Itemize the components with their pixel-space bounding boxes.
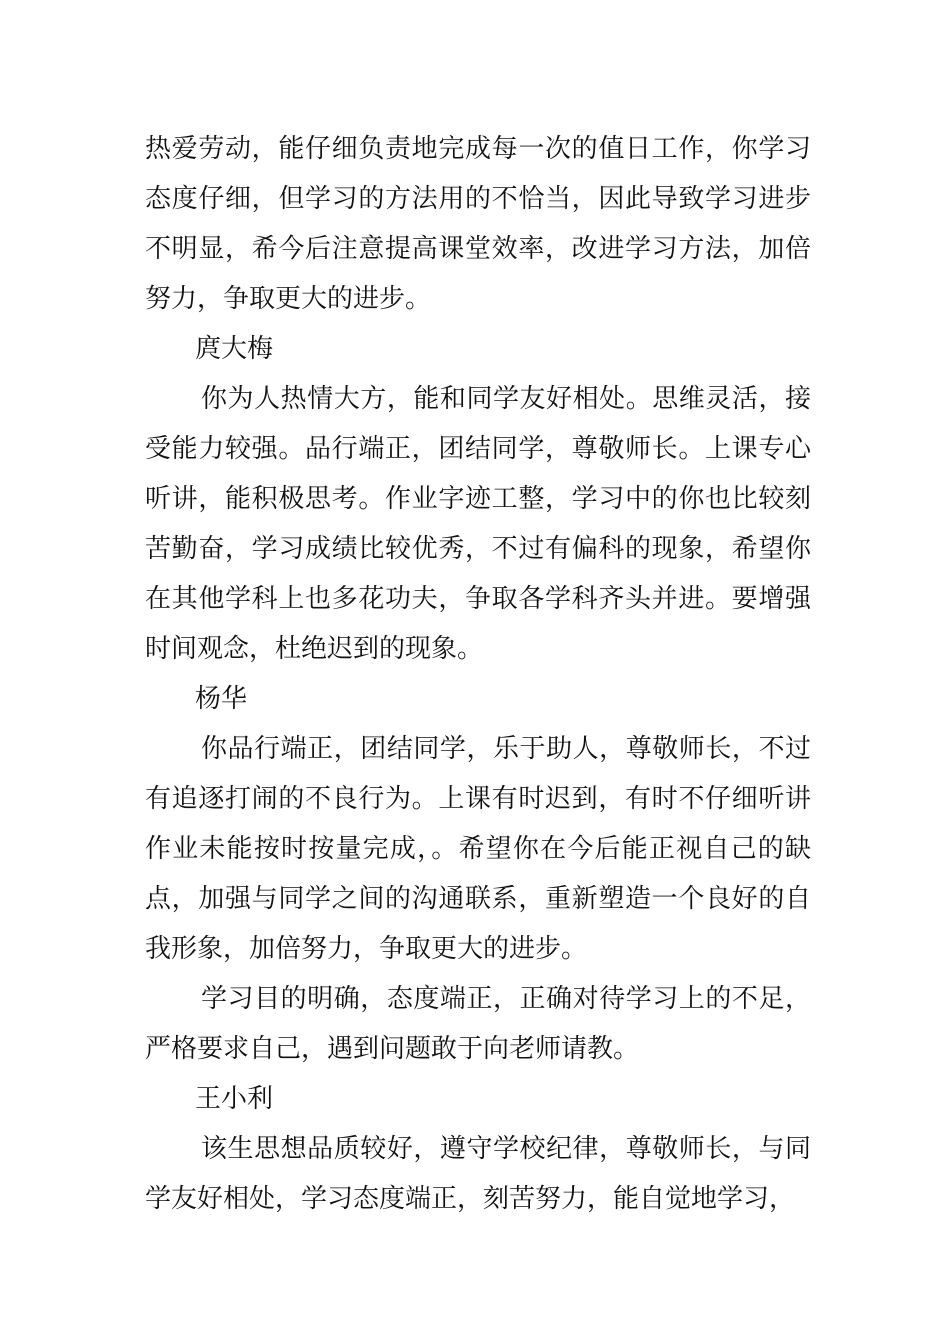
document-body bbox=[145, 124, 811, 1224]
comment-paragraph: 该生思想品质较好，遵守学校纪律，尊敬师长，与同学友好相处，学习态度端正，刻苦努力，能自觉地学习， bbox=[145, 1134, 811, 1214]
comment-paragraph: 你品行端正，团结同学，乐于助人，尊敬师长，不过有追逐打闹的不良行为。上课有时迟到，有时不仔细听讲作业未能按时按量完成，。希望你在今后能正视自己的缺点，加强与同学之间的沟通联系，重新塑造一个良好的自我形象，加倍努力，争取更大的进步。 bbox=[145, 734, 811, 964]
student-name: 杨华 bbox=[195, 684, 248, 714]
comment-paragraph-continued: 热爱劳动，能仔细负责地完成每一次的值日工作，你学习态度仔细，但学习的方法用的不恰当，因此导致学习进步不明显，希今后注意提高课堂效率，改进学习方法，加倍努力，争取更大的进步。 bbox=[145, 134, 811, 314]
comment-paragraph: 学习目的明确，态度端正，正确对待学习上的不足，严格要求自己，遇到问题敢于向老师请教。 bbox=[145, 984, 811, 1064]
student-name: 王小利 bbox=[195, 1084, 274, 1114]
comment-paragraph: 你为人热情大方，能和同学友好相处。思维灵活，接受能力较强。品行端正，团结同学，尊敬师长。上课专心听讲，能积极思考。作业字迹工整，学习中的你也比较刻苦勤奋，学习成绩比较优秀，不过有偏科的现象，希望你在其他学科上也多花功夫，争取各学科齐头并进。要增强时间观念，杜绝迟到的现象。 bbox=[145, 384, 811, 664]
student-name: 庹大梅 bbox=[195, 334, 274, 364]
